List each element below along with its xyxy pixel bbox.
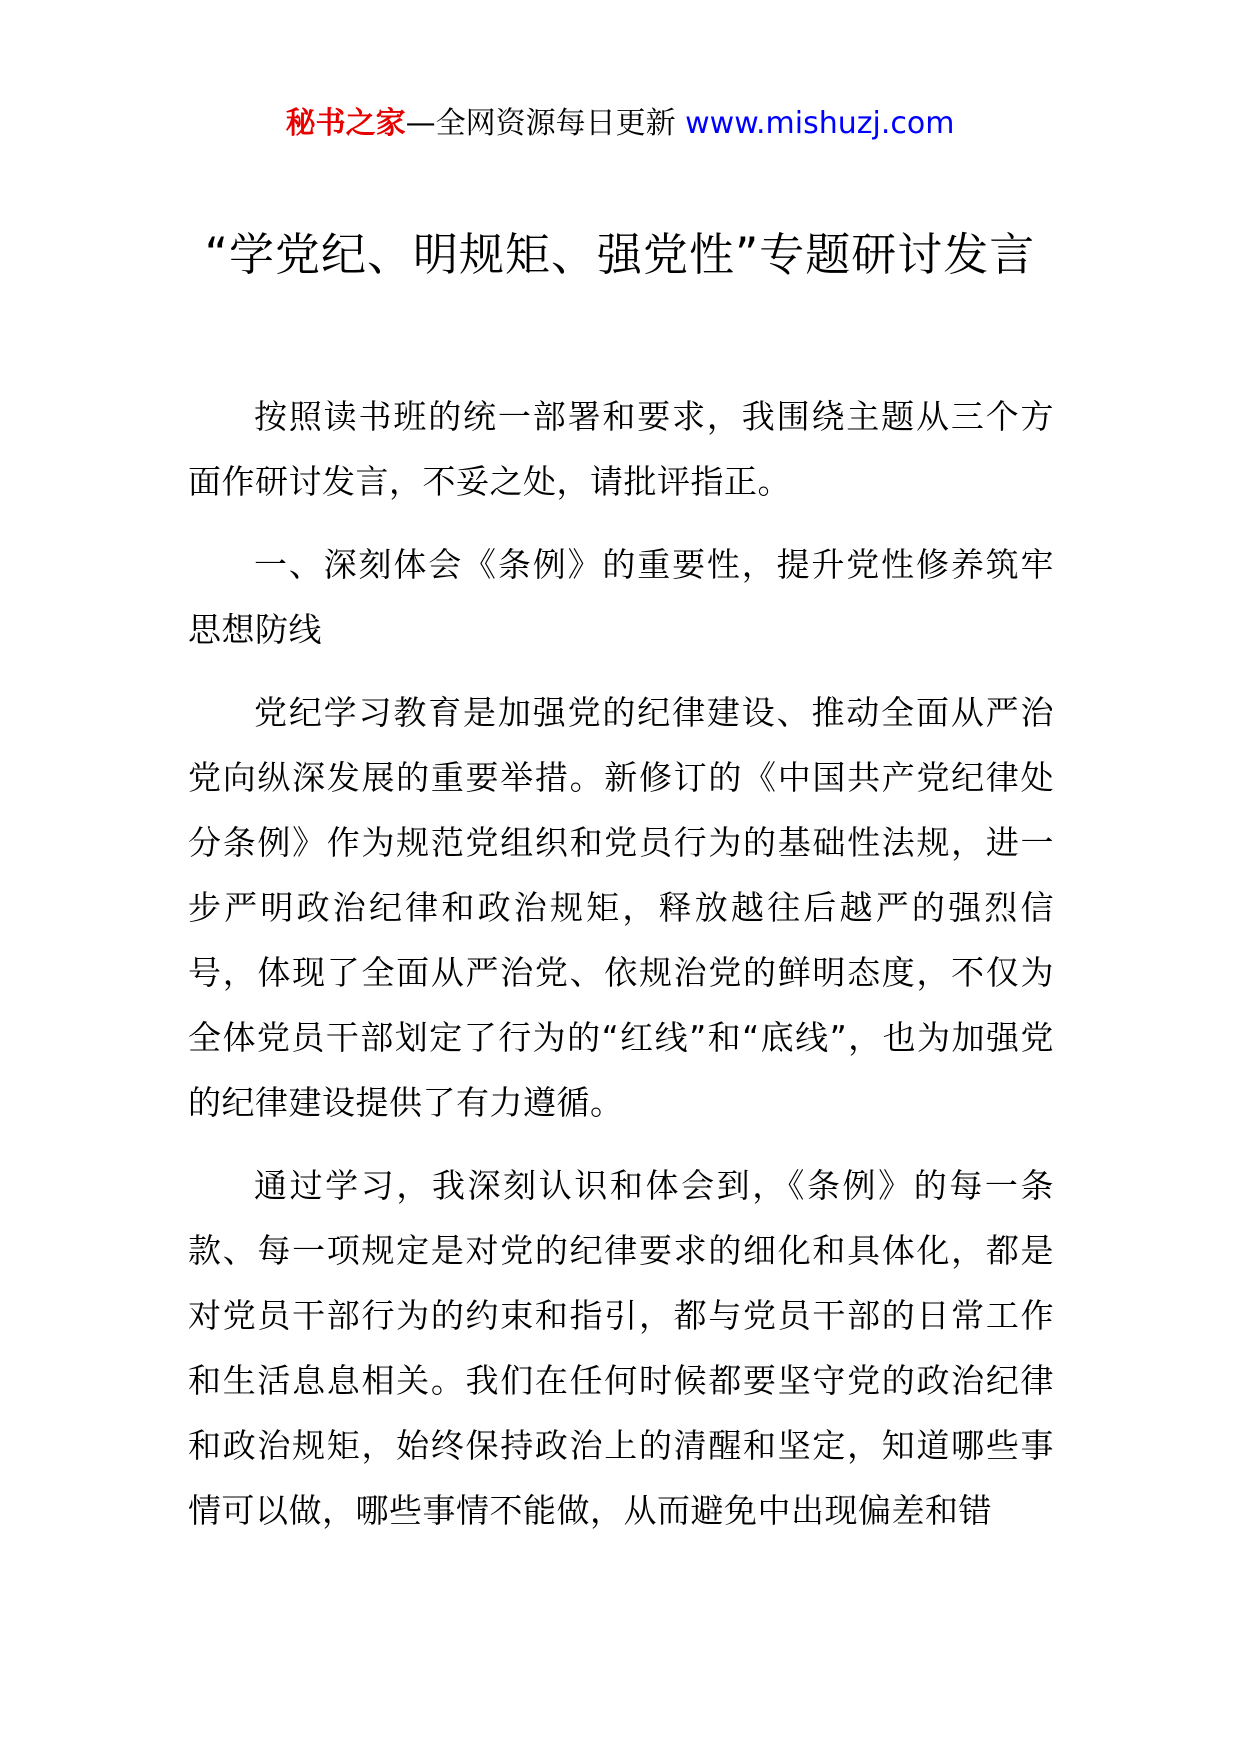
site-url[interactable]: www.mishuzj.com — [685, 106, 955, 141]
document-body — [188, 384, 1054, 1561]
site-slogan: —全网资源每日更新 — [405, 106, 686, 141]
site-header — [0, 104, 1240, 144]
section-heading-1: 一、深刻体会《条例》的重要性，提升党性修养筑牢思想防线 — [188, 545, 1054, 649]
paragraph-intro: 按照读书班的统一部署和要求，我围绕主题从三个方面作研讨发言，不妥之处，请批评指正。 — [188, 397, 1054, 501]
paragraph-2: 通过学习，我深刻认识和体会到，《条例》的每一条款、每一项规定是对党的纪律要求的细化和具体化，都是对党员干部行为的约束和指引，都与党员干部的日常工作和生活息息相关。我们在任何时候都要坚守党的政治纪律和政治规矩，始终保持政治上的清醒和坚定，知道哪些事情可以做，哪些事情不能做，从而避免中出现偏差和错 — [188, 1166, 1054, 1530]
document-title: “学党纪、明规矩、强党性”专题研讨发言 — [204, 228, 1036, 281]
brand-name: 秘书之家 — [285, 106, 406, 141]
paragraph-1: 党纪学习教育是加强党的纪律建设、推动全面从严治党向纵深发展的重要举措。新修订的《中国共产党纪律处分条例》作为规范党组织和党员行为的基础性法规，进一步严明政治纪律和政治规矩，释放越往后越严的强烈信号，体现了全面从严治党、依规治党的鲜明态度，不仅为全体党员干部划定了行为的“红线”和“底线”，也为加强党的纪律建设提供了有力遵循。 — [188, 693, 1054, 1122]
